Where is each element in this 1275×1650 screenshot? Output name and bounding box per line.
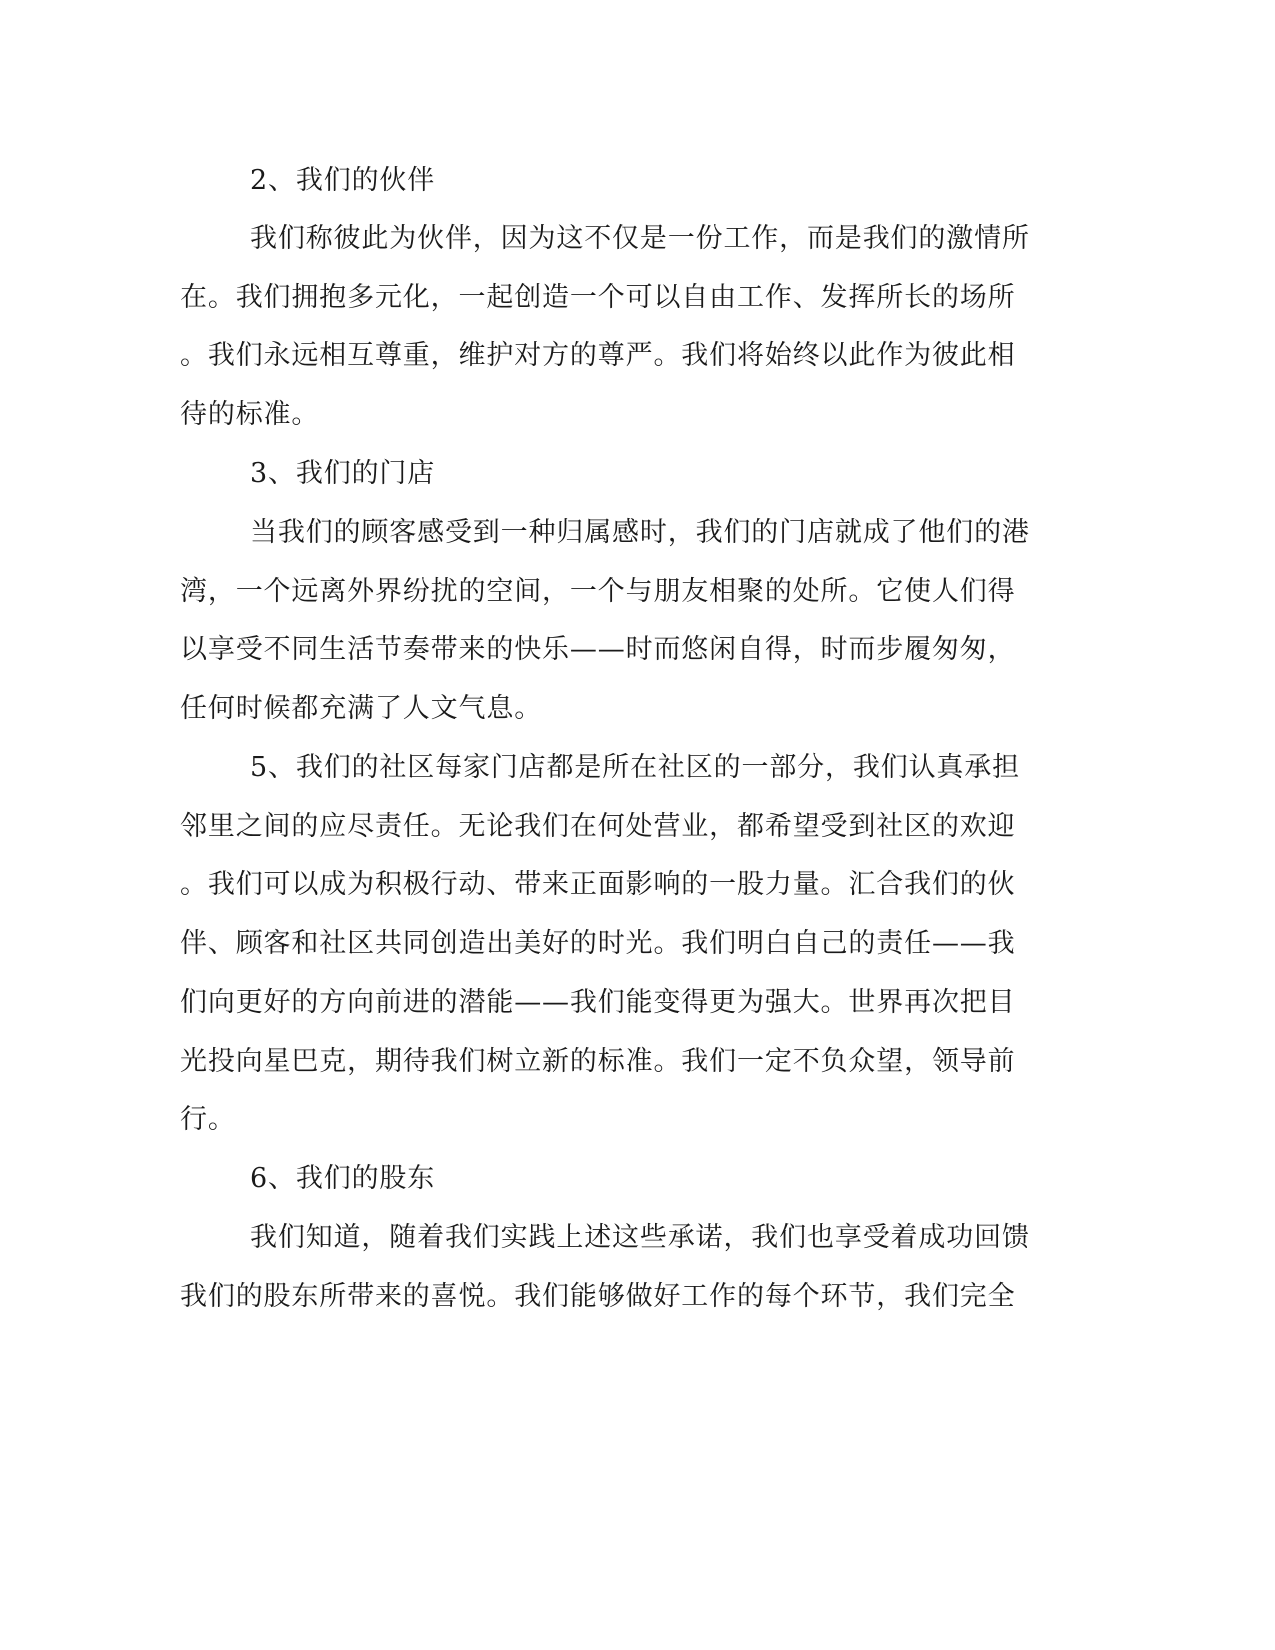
paragraph-line: 们向更好的方向前进的潜能——我们能变得更为强大。世界再次把目 bbox=[180, 987, 1016, 1018]
paragraph-line: 伴、顾客和社区共同创造出美好的时光。我们明白自己的责任——我 bbox=[180, 928, 1016, 959]
paragraph-line: 以享受不同生活节奏带来的快乐——时而悠闲自得，时而步履匆匆， bbox=[180, 634, 1016, 665]
paragraph-line: 行。 bbox=[180, 1104, 236, 1135]
paragraph-line: 我们的股东所带来的喜悦。我们能够做好工作的每个环节，我们完全 bbox=[180, 1281, 1016, 1312]
heading-community: 5、我们的社区每家门店都是所在社区的一部分，我们认真承担 bbox=[250, 752, 1020, 783]
paragraph-line: 待的标准。 bbox=[180, 399, 320, 430]
paragraph-line: 。我们可以成为积极行动、带来正面影响的一股力量。汇合我们的伙 bbox=[180, 869, 1016, 900]
paragraph-line: 光投向星巴克，期待我们树立新的标准。我们一定不负众望，领导前 bbox=[180, 1046, 1016, 1077]
heading-shareholders: 6、我们的股东 bbox=[250, 1163, 436, 1194]
paragraph-line: 任何时候都充满了人文气息。 bbox=[180, 693, 543, 724]
heading-partners: 2、我们的伙伴 bbox=[250, 165, 436, 196]
paragraph-line: 我们称彼此为伙伴，因为这不仅是一份工作，而是我们的激情所 bbox=[250, 223, 1030, 254]
paragraph-line: 邻里之间的应尽责任。无论我们在何处营业，都希望受到社区的欢迎 bbox=[180, 811, 1016, 842]
paragraph-line: 湾，一个远离外界纷扰的空间，一个与朋友相聚的处所。它使人们得 bbox=[180, 576, 1016, 607]
paragraph-line: 我们知道，随着我们实践上述这些承诺，我们也享受着成功回馈 bbox=[250, 1222, 1030, 1253]
paragraph-line: 当我们的顾客感受到一种归属感时，我们的门店就成了他们的港 bbox=[250, 517, 1030, 548]
heading-stores: 3、我们的门店 bbox=[250, 458, 436, 489]
paragraph-line: 在。我们拥抱多元化，一起创造一个可以自由工作、发挥所长的场所 bbox=[180, 282, 1016, 313]
paragraph-line: 。我们永远相互尊重，维护对方的尊严。我们将始终以此作为彼此相 bbox=[180, 340, 1016, 371]
